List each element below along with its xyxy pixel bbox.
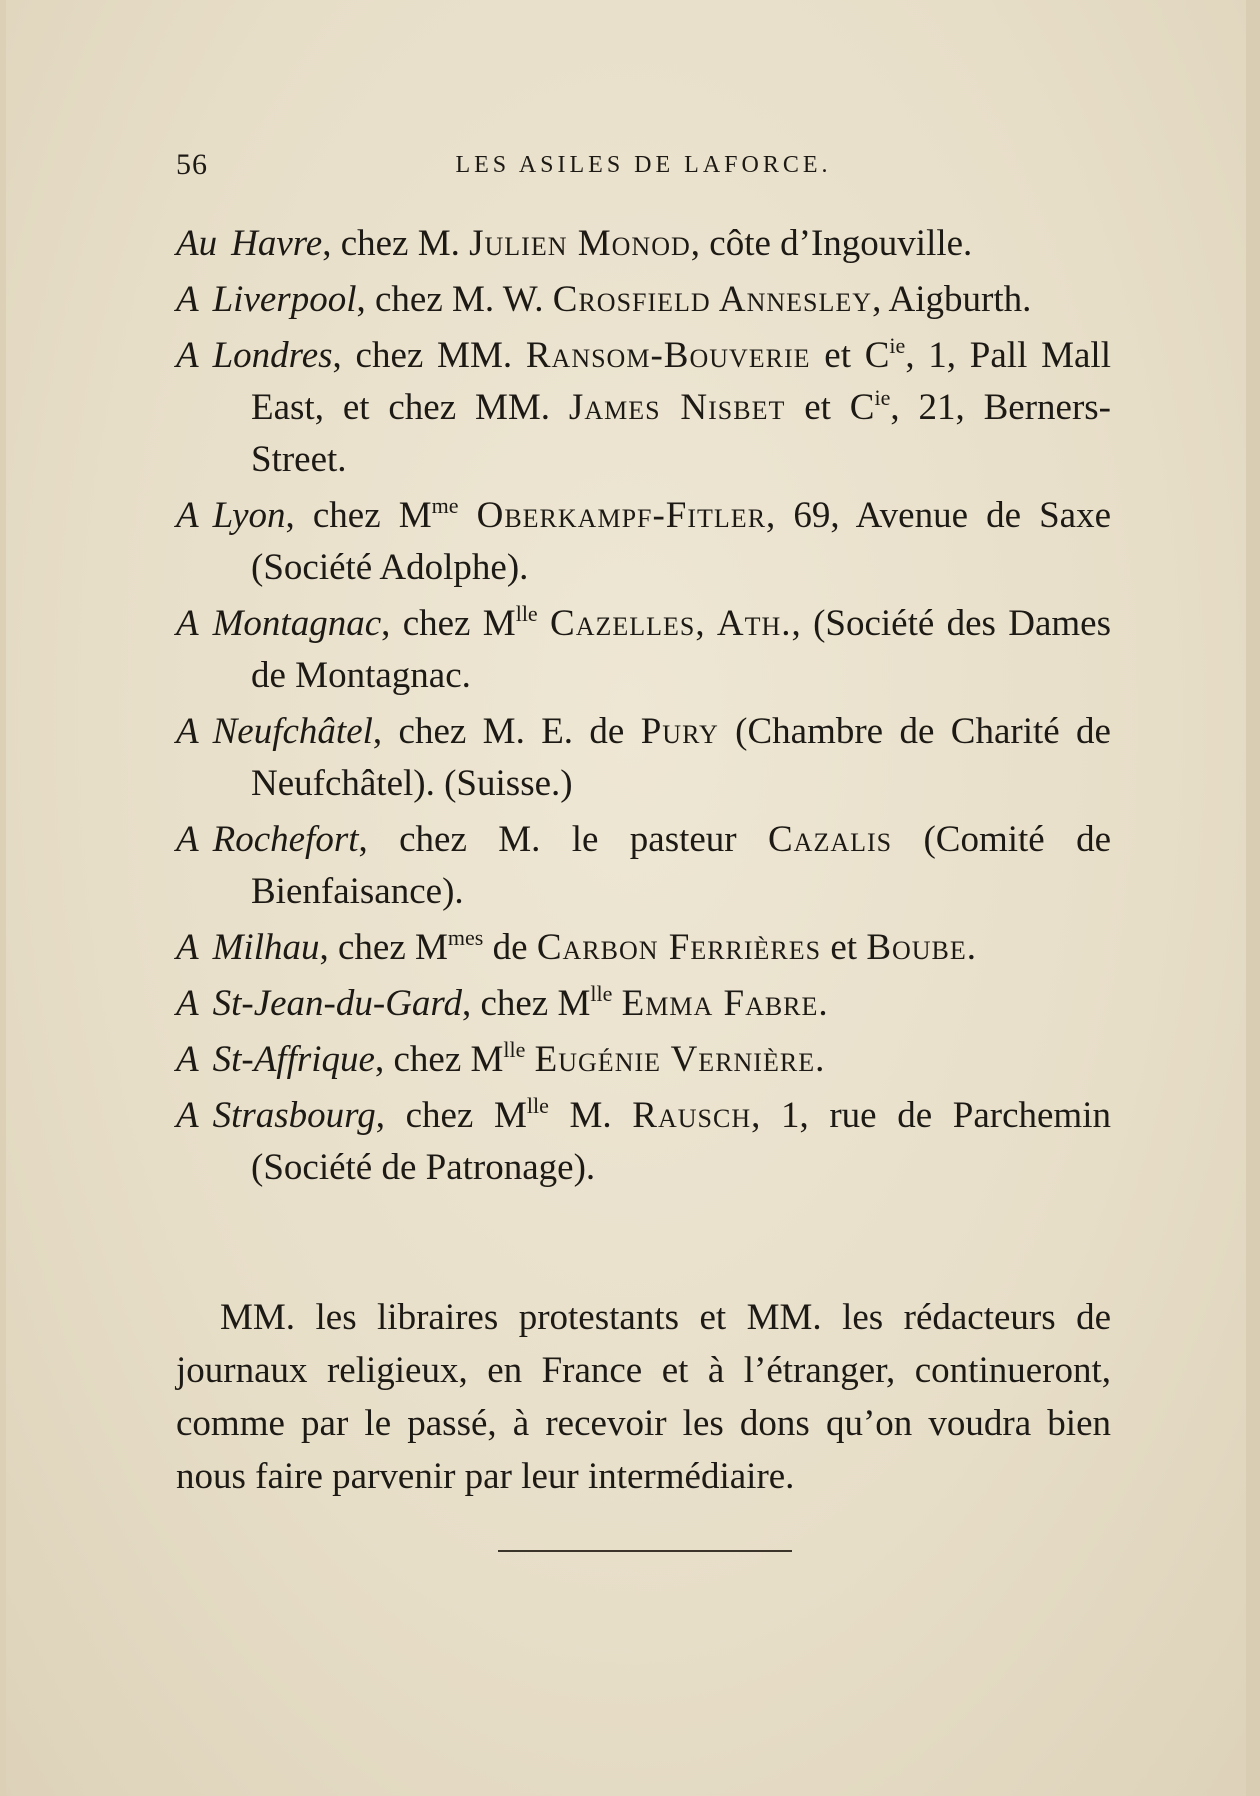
entry-name: Oberkampf-Fitler <box>476 495 767 536</box>
entry-name: Eugénie Vernière <box>534 1039 816 1080</box>
entry-city: Lyon <box>212 495 286 536</box>
entry-city: St-Affrique <box>212 1039 375 1080</box>
entry-text: , chez M <box>319 927 448 968</box>
entry-preposition: A <box>176 1039 199 1080</box>
entry-city: Rochefort <box>212 819 359 860</box>
entry-text: , chez M. <box>322 223 470 264</box>
entry-name: Rausch <box>632 1095 752 1136</box>
entry-text: . <box>815 1039 825 1080</box>
entry-text <box>612 983 621 1024</box>
entry-name: Boube <box>866 927 967 968</box>
entry-text: de <box>483 927 537 968</box>
entry-text: , chez M <box>381 603 516 644</box>
entry-name: Crosfield Annesley <box>552 279 873 320</box>
entry-text: , chez M <box>461 983 591 1024</box>
entry-preposition: A <box>176 335 199 376</box>
address-entry-milhau <box>176 922 1111 974</box>
entry-superscript: me <box>431 493 459 518</box>
entry-city: Milhau <box>212 927 320 968</box>
address-list <box>176 218 1111 1198</box>
page-left-edge <box>0 0 6 1796</box>
page-header <box>176 148 1111 188</box>
entry-name: Emma Fabre <box>621 983 819 1024</box>
address-entry-st-affrique <box>176 1034 1111 1086</box>
entry-text: et C <box>785 387 875 428</box>
entry-text: , chez M. W. <box>356 279 553 320</box>
entry-text: . <box>818 983 828 1024</box>
entry-text: , (Société des Dames de Montagnac. <box>251 603 1112 696</box>
page-right-edge <box>1246 0 1260 1796</box>
entry-preposition: A <box>176 279 199 320</box>
entry-superscript: ie <box>874 385 891 410</box>
entry-superscript: lle <box>503 1037 526 1062</box>
address-entry-st-jean-du-gard <box>176 978 1111 1030</box>
entry-text: et C <box>810 335 890 376</box>
entry-text <box>538 603 550 644</box>
entry-name: Cazalis <box>767 819 893 860</box>
entry-superscript: lle <box>515 601 538 626</box>
address-entry-strasbourg <box>176 1090 1111 1194</box>
end-rule <box>498 1550 792 1552</box>
entry-city: St-Jean-du-Gard <box>212 983 462 1024</box>
entry-preposition: A <box>176 819 199 860</box>
entry-text: , chez M <box>375 1095 527 1136</box>
entry-text: (Comité de Bienfaisance). <box>251 819 1111 912</box>
entry-text: (Chambre de Charité de Neufchâtel). (Suisse.) <box>251 711 1111 804</box>
entry-city: Havre <box>231 223 323 264</box>
address-entry-havre <box>176 218 1111 270</box>
entry-name: Cazelles, Ath. <box>550 603 792 644</box>
entry-preposition: A <box>176 927 199 968</box>
entry-text: . <box>966 927 977 968</box>
address-entry-rochefort <box>176 814 1111 918</box>
page-number: 56 <box>176 148 208 181</box>
entry-preposition: A <box>176 711 199 752</box>
address-entry-lyon <box>176 490 1111 594</box>
entry-name: Ransom-Bouverie <box>525 335 811 376</box>
entry-superscript: ie <box>889 333 906 358</box>
entry-text: , 69, Avenue de Saxe (Société Adolphe). <box>251 495 1112 588</box>
entry-text: , chez MM. <box>332 335 526 376</box>
entry-text <box>525 1039 534 1080</box>
entry-preposition: A <box>176 495 199 536</box>
entry-city: Montagnac <box>212 603 382 644</box>
entry-text: , 1, rue de Parchemin (Société de Patronage). <box>251 1095 1111 1188</box>
entry-text: , Aigburth. <box>872 279 1032 320</box>
entry-city: Neufchâtel <box>212 711 373 752</box>
address-entry-neufchatel <box>176 706 1111 810</box>
entry-name: Pury <box>640 711 719 752</box>
entry-text: et <box>821 927 867 968</box>
running-title: LES ASILES DE LAFORCE. <box>455 152 832 178</box>
entry-city: Londres <box>212 335 333 376</box>
address-entry-montagnac <box>176 598 1111 702</box>
entry-preposition: A <box>176 983 199 1024</box>
entry-name: James Nisbet <box>568 387 786 428</box>
entry-text: , 21, Berners-Street. <box>251 387 1111 480</box>
entry-text: , chez M <box>285 495 432 536</box>
address-entry-londres <box>176 330 1111 486</box>
entry-preposition: A <box>176 603 199 644</box>
entry-city: Liverpool <box>212 279 357 320</box>
entry-superscript: mes <box>447 925 484 950</box>
entry-preposition: Au <box>176 223 218 264</box>
entry-text: , chez M. le pasteur <box>358 819 768 860</box>
entry-superscript: lle <box>590 981 613 1006</box>
entry-text: , chez M <box>374 1039 504 1080</box>
entry-city: Strasbourg <box>212 1095 376 1136</box>
entry-text <box>459 495 477 536</box>
closing-note: MM. les libraires protestants et MM. les rédacteurs de journaux religieux, en France et à l’étranger, continueront, comme par le passé, à recevoir les dons qu’on voudra bien nous faire parvenir par leur intermédiaire. <box>176 1297 1111 1497</box>
entry-text: , chez M. E. de <box>372 711 641 752</box>
entry-preposition: A <box>176 1095 199 1136</box>
entry-text: , côte d’Ingouville. <box>690 223 973 264</box>
entry-superscript: lle <box>526 1093 549 1118</box>
entry-name: Carbon Ferrières <box>536 927 822 968</box>
entry-text: M. <box>548 1095 633 1136</box>
address-entry-liverpool <box>176 274 1111 326</box>
entry-name: Julien Monod <box>469 223 691 264</box>
entry-text: , 1, Pall Mall East, et chez MM. <box>251 335 1111 428</box>
